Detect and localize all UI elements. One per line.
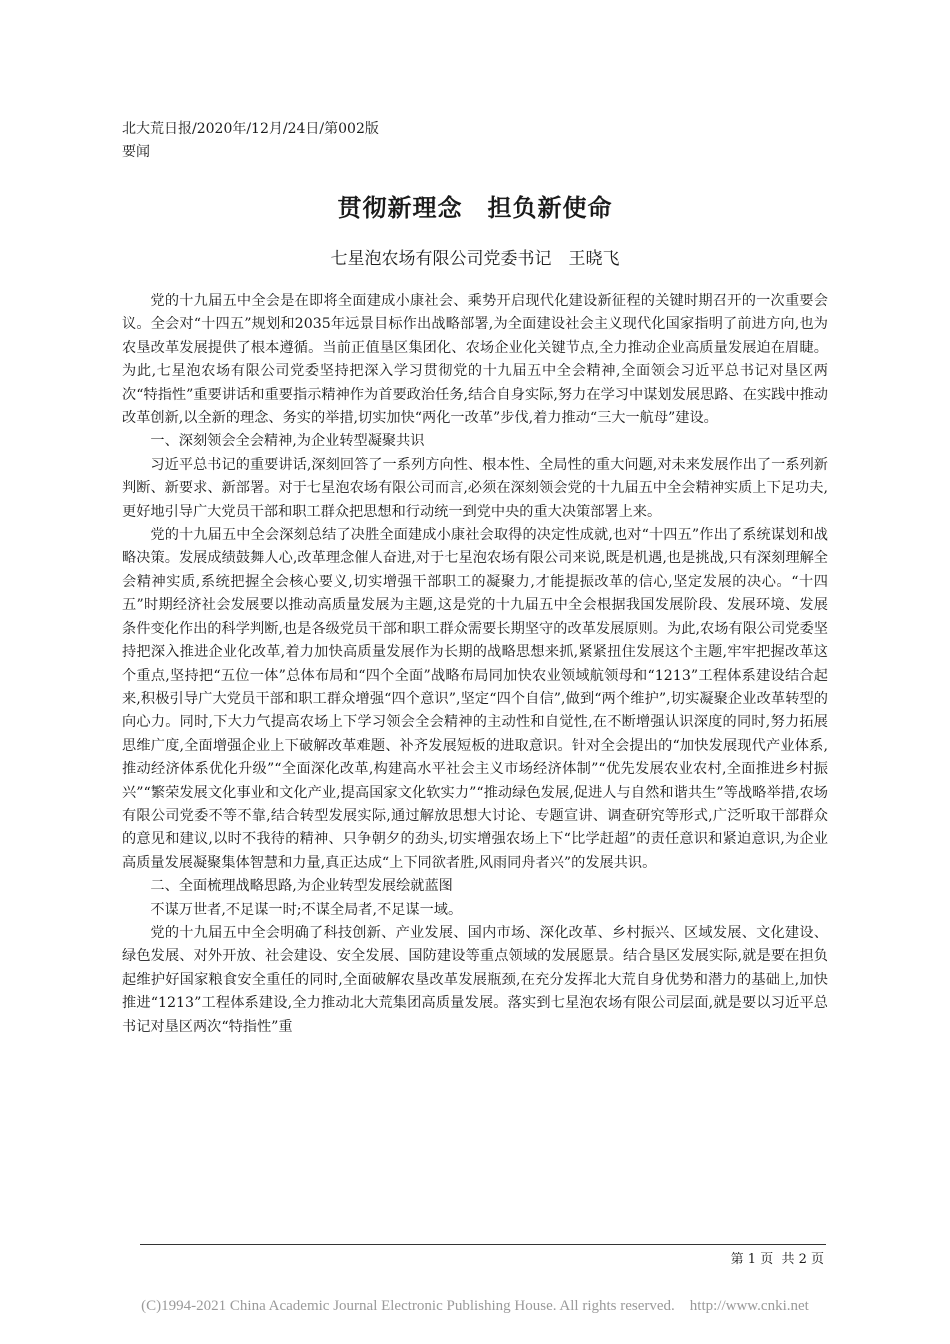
section-heading-2: 二、全面梳理战略思路,为企业转型发展绘就蓝图	[150, 878, 453, 895]
source-line: 北大荒日报/2020年/12月/24日/第002版	[122, 121, 379, 137]
article-body	[122, 290, 828, 1039]
paragraph-intro: 党的十九届五中全会是在即将全面建成小康社会、乘势开启现代化建设新征程的关键时期召开的一次重要会议。全会对“十四五”规划和2035年远景目标作出战略部署,为全面建设社会主义现代化国家指明了前进方向,也为农垦改革发展提供了根本遵循。当前正值垦区集团化、农场企业化关键节点,全力推动企业高质量发展迫在眉睫。为此,七星泡农场有限公司党委坚持把深入学习贯彻党的十九届五中全会精神,全面领会习近平总书记对垦区两次“特指性”重要讲话和重要指示精神作为首要政治任务,结合自身实际,努力在学习中谋划发展思路、在实践中推动改革创新,以全新的理念、务实的举措,切实加快“两化一改革”步伐,着力推动“三大一航母”建设。	[122, 293, 828, 427]
paragraph: 党的十九届五中全会深刻总结了决胜全面建成小康社会取得的决定性成就,也对“十四五”作出了系统谋划和战略决策。发展成绩鼓舞人心,改革理念催人奋进,对于七星泡农场有限公司来说,既是机遇,也是挑战,只有深刻理解全会精神实质,系统把握全会核心要义,切实增强干部职工的凝聚力,才能提振改革的信心,坚定发展的决心。“十四五”时期经济社会发展要以推动高质量发展为主题,这是党的十九届五中全会根据我国发展阶段、发展环境、发展条件变化作出的科学判断,也是各级党员干部和职工群众需要长期坚守的改革发展原则。为此,农场有限公司党委坚持把深入推进企业化改革,着力加快高质量发展作为长期的战略思想来抓,紧紧扭住发展这个主题,牢牢把握改革这个重点,坚持把“五位一体”总体布局和“四个全面”战略布局同加快农业领域航领母和“1213”工程体系建设结合起来,积极引导广大党员干部和职工群众增强“四个意识”,坚定“四个自信”,做到“两个维护”,切实凝聚企业改革转型的向心力。同时,下大力气提高农场上下学习领会全会精神的主动性和自觉性,在不断增强认识深度的同时,努力拓展思维广度,全面增强企业上下破解改革难题、补齐发展短板的进取意识。针对全会提出的“加快发展现代产业体系,推动经济体系优化升级”“全面深化改革,构建高水平社会主义市场经济体制”“优先发展农业农村,全面推进乡村振兴”“繁荣发展文化事业和文化产业,提高国家文化软实力”“推动绿色发展,促进人与自然和谐共生”等战略举措,农场有限公司党委不等不靠,结合转型发展实际,通过解放思想大讨论、专题宣讲、调查研究等形式,广泛听取干部群众的意见和建议,以时不我待的精神、只争朝夕的劲头,切实增强农场上下“比学赶超”的责任意识和紧迫意识,为企业高质量发展凝聚集体智慧和力量,真正达成“上下同欲者胜,风雨同舟者兴”的发展共识。	[122, 527, 828, 871]
article-title: 贯彻新理念 担负新使命	[337, 193, 613, 222]
copyright-watermark: (C)1994-2021 China Academic Journal Electronic Publishing House. All rights reserved. http://www.cnki.net	[141, 1298, 809, 1314]
section-label: 要闻	[122, 144, 150, 160]
paragraph: 党的十九届五中全会明确了科技创新、产业发展、国内市场、深化改革、乡村振兴、区域发展、文化建设、绿色发展、对外开放、社会建设、安全发展、国防建设等重点领域的发展愿景。结合垦区发展实际,就是要在担负起维护好国家粮食安全重任的同时,全面破解农垦改革发展瓶颈,在充分发挥北大荒自身优势和潜力的基础上,加快推进“1213”工程体系建设,全力推动北大荒集团高质量发展。落实到七星泡农场有限公司层面,就是要以习近平总书记对垦区两次“特指性”重	[122, 924, 828, 1035]
article-author: 七星泡农场有限公司党委书记 王晓飞	[330, 249, 620, 269]
footer-divider	[140, 1244, 826, 1245]
section-heading-1: 一、深刻领会全会精神,为企业转型凝聚共识	[150, 433, 425, 450]
page-indicator: 第 1 页 共 2 页	[730, 1252, 824, 1267]
paragraph-quote: 不谋万世者,不足谋一时;不谋全局者,不足谋一域。	[150, 901, 463, 918]
article-meta	[122, 118, 379, 164]
paragraph: 习近平总书记的重要讲话,深刻回答了一系列方向性、根本性、全局性的重大问题,对未来发展作出了一系列新判断、新要求、新部署。对于七星泡农场有限公司而言,必须在深刻领会党的十九届五中全会精神实质上下足功夫,更好地引导广大党员干部和职工群众把思想和行动统一到党中央的重大决策部署上来。	[122, 456, 828, 520]
